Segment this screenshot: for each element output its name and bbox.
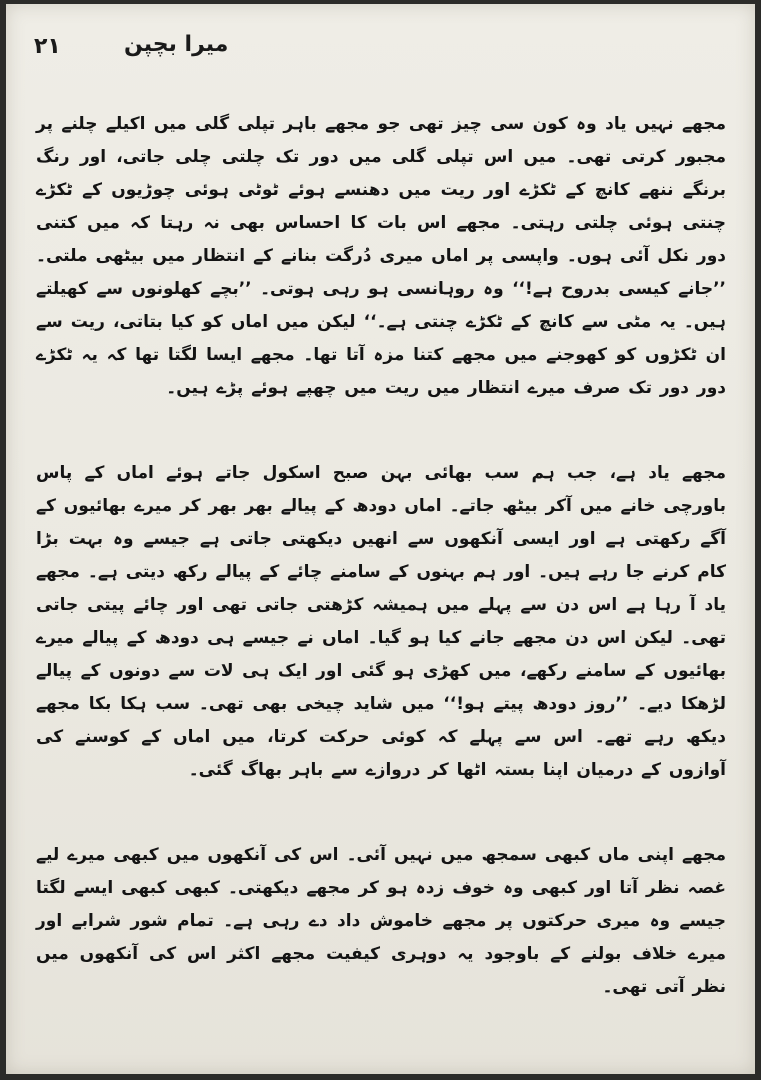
book-title: میرا بچپن (124, 32, 229, 57)
page-number: ۲۱ (34, 34, 61, 59)
paragraph-1: مجھے نہیں یاد وہ کون سی چیز تھی جو مجھے باہر تپلی گلی میں اکیلے چلنے پر مجبور کرتی تھی۔ میں اس تپلی گلی میں دور تک چلتی چلی جاتی، اور رنگ برنگے ننھے کانچ کے ٹکڑے اور ریت میں دھنسے ہوئے ٹوٹی ہوئی چوڑیوں کے ٹکڑے چنتی ہوئی چلتی رہتی۔ مجھے اس بات کا احساس بھی نہ رہتا کہ میں کتنی دور نکل آئی ہوں۔ واپسی پر اماں میری دُرگت بنانے کے انتظار میں بیٹھی ملتی۔ ’’جانے کیسی بدروح ہے!‘‘ وہ روہانسی ہو رہی ہوتی۔ ’’بچے کھلونوں سے کھیلتے ہیں۔ یہ مٹی سے کانچ کے ٹکڑے چنتی ہے۔‘‘ لیکن میں اماں کو کیا بتاتی، ریت سے ان ٹکڑوں کو کھوجنے میں مجھے کتنا مزہ آتا تھا۔ مجھے ایسا لگتا تھا کہ یہ ٹکڑے دور دور تک صرف میرے انتظار میں ریت میں چھپے ہوئے پڑے ہیں۔ (36, 114, 726, 398)
paragraph-3: مجھے اپنی ماں کبھی سمجھ میں نہیں آئی۔ اس کی آنکھوں میں کبھی میرے لیے غصہ نظر آتا اور کبھی وہ خوف زدہ ہو کر مجھے دیکھتی۔ کبھی کبھی ایسے لگتا جیسے وہ میری حرکتوں پر مجھے خاموش داد دے رہی ہے۔ تمام شور شرابے اور میرے خلاف بولنے کے باوجود یہ دوہری کیفیت مجھے اکثر اس کی آنکھوں میں نظر آتی تھی۔ (36, 845, 727, 997)
book-page (6, 4, 755, 1074)
running-header (6, 30, 755, 70)
body-text (36, 100, 726, 1056)
paragraph-2: مجھے یاد ہے، جب ہم سب بھائی بہن صبح اسکول جاتے ہوئے اماں کے پاس باورچی خانے میں آکر بیٹھ جاتے۔ اماں دودھ کے پیالے بھر بھر کر میرے بھائیوں کے آگے رکھتی ہے اور ایسی آنکھوں سے انھیں دیکھتی جاتی ہے جیسے وہ بہت بڑا کام کرنے جا رہے ہیں۔ اور ہم بہنوں کے سامنے چائے کے پیالے رکھ دیتی ہے۔ مجھے یاد آ رہا ہے اس دن سے پہلے میں ہمیشہ کڑھتی جاتی تھی اور چائے پیتی جاتی تھی۔ لیکن اس دن مجھے جانے کیا ہو گیا۔ اماں نے جیسے ہی دودھ کے پیالے میرے بھائیوں کے سامنے رکھے، میں کھڑی ہو گئی اور ایک ہی لات سے دونوں کے پیالے لڑھکا دیے۔ ’’روز دودھ پیتے ہو!‘‘ میں شاید چیخی بھی تھی۔ سب ہکا بکا مجھے دیکھ رہے تھے۔ اس سے پہلے کہ کوئی حرکت کرتا، میں اماں کے کوسنے کی آوازوں کے درمیان اپنا بستہ اٹھا کر دروازے سے باہر بھاگ گئی۔ (36, 463, 726, 780)
